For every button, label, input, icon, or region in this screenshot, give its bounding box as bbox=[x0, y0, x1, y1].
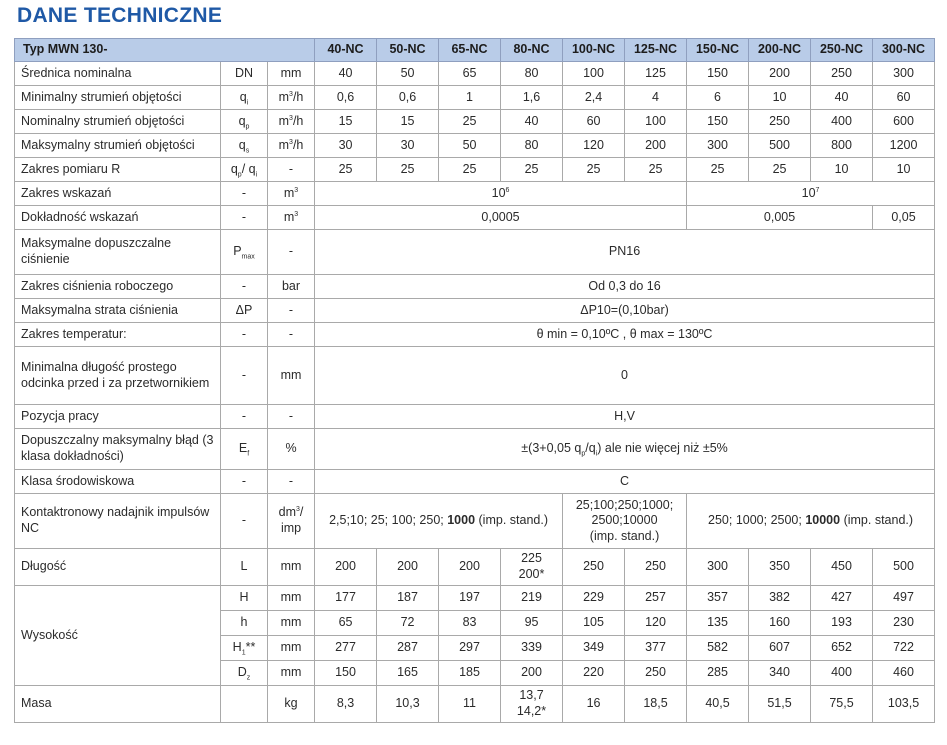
model-header: 300-NC bbox=[873, 39, 935, 62]
row-label: Dopuszczalny maksymalny błąd (3 klasa dokładności) bbox=[15, 429, 221, 470]
row-label: Zakres ciśnienia roboczego bbox=[15, 275, 221, 299]
row-indication-range bbox=[15, 182, 935, 206]
row-environment-class bbox=[15, 470, 935, 494]
cell-value: 230 bbox=[873, 611, 935, 636]
row-label: Średnica nominalna bbox=[15, 62, 221, 86]
cell-value: H,V bbox=[315, 405, 935, 429]
cell-value: 10 bbox=[873, 158, 935, 182]
row-unit: - bbox=[268, 470, 315, 494]
row-symbol: - bbox=[221, 275, 268, 299]
row-unit: mm bbox=[268, 62, 315, 86]
cell-value: 150 bbox=[315, 661, 377, 686]
cell-value: 250 bbox=[563, 549, 625, 586]
row-unit: $m^3/h$ bbox=[268, 86, 315, 110]
row-symbol: ΔP bbox=[221, 299, 268, 323]
cell-value: 15 bbox=[377, 110, 439, 134]
cell-value: C bbox=[315, 470, 935, 494]
cell-value: 30 bbox=[315, 134, 377, 158]
cell-value: 75,5 bbox=[811, 686, 873, 723]
cell-value: 6 bbox=[687, 86, 749, 110]
cell-value: 165 bbox=[377, 661, 439, 686]
cell-value: 300 bbox=[873, 62, 935, 86]
cell-value: 250 bbox=[625, 661, 687, 686]
cell-value: 297 bbox=[439, 636, 501, 661]
cell-value: 25 bbox=[501, 158, 563, 182]
cell-value: 60 bbox=[563, 110, 625, 134]
row-label: Pozycja pracy bbox=[15, 405, 221, 429]
row-symbol: $q_i$ bbox=[221, 86, 268, 110]
row-unit: - bbox=[268, 230, 315, 275]
cell-value: 197 bbox=[439, 586, 501, 611]
cell-value: 11 bbox=[439, 686, 501, 723]
cell-value: 349 bbox=[563, 636, 625, 661]
row-unit: $m^3/h$ bbox=[268, 110, 315, 134]
cell-value: 0,05 bbox=[873, 206, 935, 230]
row-label: Dokładność wskazań bbox=[15, 206, 221, 230]
cell-value: 193 bbox=[811, 611, 873, 636]
cell-value: 8,3 bbox=[315, 686, 377, 723]
row-unit: - bbox=[268, 158, 315, 182]
row-max-pressure bbox=[15, 230, 935, 275]
cell-value: 100 bbox=[563, 62, 625, 86]
cell-value: ±(3+0,05 $q_p/q_i$) ale nie więcej niż ±5% bbox=[315, 429, 935, 470]
cell-value: 460 bbox=[873, 661, 935, 686]
cell-value: 340 bbox=[749, 661, 811, 686]
row-label: Długość bbox=[15, 549, 221, 586]
cell-value: 2,5;10; 25; 100; 250; 1000 (imp. stand.) bbox=[315, 494, 563, 549]
cell-value: 13,7 14,2* bbox=[501, 686, 563, 723]
model-header: 125-NC bbox=[625, 39, 687, 62]
cell-value: 1 bbox=[439, 86, 501, 110]
cell-value: 105 bbox=[563, 611, 625, 636]
row-unit: kg bbox=[268, 686, 315, 723]
cell-value: 2,4 bbox=[563, 86, 625, 110]
cell-value: 103,5 bbox=[873, 686, 935, 723]
row-symbol: $q_p$ bbox=[221, 110, 268, 134]
cell-value: 65 bbox=[315, 611, 377, 636]
model-header: 50-NC bbox=[377, 39, 439, 62]
cell-value: 25 bbox=[315, 158, 377, 182]
cell-value: 0,6 bbox=[315, 86, 377, 110]
row-label: Maksymalny strumień objętości bbox=[15, 134, 221, 158]
cell-value: θ min = 0,10ºC , θ max = 130ºC bbox=[315, 323, 935, 347]
model-header: 150-NC bbox=[687, 39, 749, 62]
row-unit: - bbox=[268, 405, 315, 429]
row-symbol: h bbox=[221, 611, 268, 636]
model-header: 250-NC bbox=[811, 39, 873, 62]
cell-value: 65 bbox=[439, 62, 501, 86]
cell-value: 200 bbox=[439, 549, 501, 586]
row-symbol: - bbox=[221, 470, 268, 494]
cell-value: 40 bbox=[501, 110, 563, 134]
row-label: Maksymalne dopuszczalne ciśnienie bbox=[15, 230, 221, 275]
cell-value: 150 bbox=[687, 62, 749, 86]
cell-value: 277 bbox=[315, 636, 377, 661]
cell-value: 18,5 bbox=[625, 686, 687, 723]
row-unit: mm bbox=[268, 636, 315, 661]
row-symbol: - bbox=[221, 494, 268, 549]
cell-value: 225 200* bbox=[501, 549, 563, 586]
row-max-error bbox=[15, 429, 935, 470]
cell-value: 51,5 bbox=[749, 686, 811, 723]
cell-value: ΔP10=(0,10bar) bbox=[315, 299, 935, 323]
cell-value: 40,5 bbox=[687, 686, 749, 723]
cell-value: 160 bbox=[749, 611, 811, 636]
cell-value: 200 bbox=[501, 661, 563, 686]
cell-value: 25;100;250;1000; 2500;10000 (imp. stand.) bbox=[563, 494, 687, 549]
row-unit: - bbox=[268, 299, 315, 323]
cell-value: 400 bbox=[811, 661, 873, 686]
cell-value: 25 bbox=[563, 158, 625, 182]
row-label: Klasa środowiskowa bbox=[15, 470, 221, 494]
row-symbol: - bbox=[221, 206, 268, 230]
row-label: Zakres pomiaru R bbox=[15, 158, 221, 182]
cell-value: 95 bbox=[501, 611, 563, 636]
cell-value: 177 bbox=[315, 586, 377, 611]
row-unit: mm bbox=[268, 347, 315, 405]
row-symbol: L bbox=[221, 549, 268, 586]
row-label: Zakres temperatur: bbox=[15, 323, 221, 347]
row-label: Minimalny strumień objętości bbox=[15, 86, 221, 110]
type-header: Typ MWN 130- bbox=[15, 39, 315, 62]
cell-value: 30 bbox=[377, 134, 439, 158]
row-symbol bbox=[221, 686, 268, 723]
row-symbol: $E_f$ bbox=[221, 429, 268, 470]
cell-value: 1,6 bbox=[501, 86, 563, 110]
cell-value: 800 bbox=[811, 134, 873, 158]
cell-value: 200 bbox=[625, 134, 687, 158]
cell-value: 1200 bbox=[873, 134, 935, 158]
cell-value: 0 bbox=[315, 347, 935, 405]
cell-value: 83 bbox=[439, 611, 501, 636]
row-unit: mm bbox=[268, 586, 315, 611]
row-label: Masa bbox=[15, 686, 221, 723]
row-symbol: $q_p/$ $q_i$ bbox=[221, 158, 268, 182]
cell-value: PN16 bbox=[315, 230, 935, 275]
cell-value: 50 bbox=[439, 134, 501, 158]
cell-value: 250 bbox=[811, 62, 873, 86]
cell-value: 652 bbox=[811, 636, 873, 661]
cell-value: 220 bbox=[563, 661, 625, 686]
cell-value: 200 bbox=[377, 549, 439, 586]
cell-value: 60 bbox=[873, 86, 935, 110]
cell-value: $10^7$ bbox=[687, 182, 935, 206]
cell-value: 10,3 bbox=[377, 686, 439, 723]
cell-value: 722 bbox=[873, 636, 935, 661]
cell-value: 500 bbox=[749, 134, 811, 158]
row-nominal-diameter bbox=[15, 62, 935, 86]
row-label: Minimalna długość prostego odcinka przed i za przetwornikiem bbox=[15, 347, 221, 405]
cell-value: 382 bbox=[749, 586, 811, 611]
cell-value: 600 bbox=[873, 110, 935, 134]
cell-value: 287 bbox=[377, 636, 439, 661]
row-unit: $m^3$ bbox=[268, 182, 315, 206]
cell-value: 15 bbox=[315, 110, 377, 134]
cell-value: 285 bbox=[687, 661, 749, 686]
header-row bbox=[15, 39, 935, 62]
cell-value: 125 bbox=[625, 62, 687, 86]
cell-value: 25 bbox=[377, 158, 439, 182]
row-unit: % bbox=[268, 429, 315, 470]
cell-value: 80 bbox=[501, 62, 563, 86]
row-label: Maksymalna strata ciśnienia bbox=[15, 299, 221, 323]
row-unit: - bbox=[268, 323, 315, 347]
cell-value: 187 bbox=[377, 586, 439, 611]
cell-value: 582 bbox=[687, 636, 749, 661]
row-nominal-flow bbox=[15, 110, 935, 134]
cell-value: 40 bbox=[811, 86, 873, 110]
cell-value: 10 bbox=[749, 86, 811, 110]
cell-value: 377 bbox=[625, 636, 687, 661]
row-unit: mm bbox=[268, 549, 315, 586]
row-max-flow bbox=[15, 134, 935, 158]
cell-value: 0,6 bbox=[377, 86, 439, 110]
cell-value: 10 bbox=[811, 158, 873, 182]
row-min-straight-length bbox=[15, 347, 935, 405]
cell-value: 25 bbox=[687, 158, 749, 182]
cell-value: 0,0005 bbox=[315, 206, 687, 230]
row-symbol: H bbox=[221, 586, 268, 611]
cell-value: 300 bbox=[687, 549, 749, 586]
row-unit: bar bbox=[268, 275, 315, 299]
row-temperature-range bbox=[15, 323, 935, 347]
row-mass bbox=[15, 686, 935, 723]
cell-value: 40 bbox=[315, 62, 377, 86]
row-symbol: $D_z$ bbox=[221, 661, 268, 686]
cell-value: 357 bbox=[687, 586, 749, 611]
cell-value: 200 bbox=[315, 549, 377, 586]
cell-value: 229 bbox=[563, 586, 625, 611]
page-title: DANE TECHNICZNE bbox=[17, 4, 223, 27]
cell-value: 25 bbox=[749, 158, 811, 182]
row-working-pressure bbox=[15, 275, 935, 299]
row-height-H bbox=[15, 586, 935, 611]
cell-value: 257 bbox=[625, 586, 687, 611]
row-indication-accuracy bbox=[15, 206, 935, 230]
cell-value: 300 bbox=[687, 134, 749, 158]
cell-value: 450 bbox=[811, 549, 873, 586]
row-label: Zakres wskazań bbox=[15, 182, 221, 206]
cell-value: 50 bbox=[377, 62, 439, 86]
cell-value: 250; 1000; 2500; 10000 (imp. stand.) bbox=[687, 494, 935, 549]
row-pressure-loss bbox=[15, 299, 935, 323]
cell-value: 400 bbox=[811, 110, 873, 134]
cell-value: 25 bbox=[439, 158, 501, 182]
cell-value: 120 bbox=[563, 134, 625, 158]
row-label: Kontaktronowy nadajnik impulsów NC bbox=[15, 494, 221, 549]
row-symbol: - bbox=[221, 182, 268, 206]
cell-value: 500 bbox=[873, 549, 935, 586]
cell-value: 200 bbox=[749, 62, 811, 86]
row-symbol: DN bbox=[221, 62, 268, 86]
cell-value: 350 bbox=[749, 549, 811, 586]
cell-value: 607 bbox=[749, 636, 811, 661]
row-symbol: $H_1**$ bbox=[221, 636, 268, 661]
cell-value: 25 bbox=[439, 110, 501, 134]
cell-value: 4 bbox=[625, 86, 687, 110]
row-unit: $dm^3/$ imp bbox=[268, 494, 315, 549]
cell-value: 135 bbox=[687, 611, 749, 636]
model-header: 65-NC bbox=[439, 39, 501, 62]
cell-value: $10^6$ bbox=[315, 182, 687, 206]
row-length bbox=[15, 549, 935, 586]
cell-value: 427 bbox=[811, 586, 873, 611]
cell-value: Od 0,3 do 16 bbox=[315, 275, 935, 299]
row-symbol: $P_{max}$ bbox=[221, 230, 268, 275]
cell-value: 339 bbox=[501, 636, 563, 661]
cell-value: 219 bbox=[501, 586, 563, 611]
cell-value: 497 bbox=[873, 586, 935, 611]
model-header: 40-NC bbox=[315, 39, 377, 62]
technical-data-table bbox=[14, 38, 935, 723]
cell-value: 100 bbox=[625, 110, 687, 134]
row-unit: $m^3/h$ bbox=[268, 134, 315, 158]
cell-value: 80 bbox=[501, 134, 563, 158]
row-unit: mm bbox=[268, 611, 315, 636]
row-unit: $m^3$ bbox=[268, 206, 315, 230]
row-symbol: - bbox=[221, 347, 268, 405]
row-symbol: $q_s$ bbox=[221, 134, 268, 158]
model-header: 80-NC bbox=[501, 39, 563, 62]
row-min-flow bbox=[15, 86, 935, 110]
row-symbol: - bbox=[221, 323, 268, 347]
row-symbol: - bbox=[221, 405, 268, 429]
cell-value: 16 bbox=[563, 686, 625, 723]
model-header: 200-NC bbox=[749, 39, 811, 62]
cell-value: 72 bbox=[377, 611, 439, 636]
cell-value: 250 bbox=[625, 549, 687, 586]
cell-value: 185 bbox=[439, 661, 501, 686]
cell-value: 120 bbox=[625, 611, 687, 636]
row-label: Nominalny strumień objętości bbox=[15, 110, 221, 134]
cell-value: 0,005 bbox=[687, 206, 873, 230]
row-pulse-transmitter bbox=[15, 494, 935, 549]
row-working-position bbox=[15, 405, 935, 429]
row-unit: mm bbox=[268, 661, 315, 686]
cell-value: 150 bbox=[687, 110, 749, 134]
cell-value: 250 bbox=[749, 110, 811, 134]
model-header: 100-NC bbox=[563, 39, 625, 62]
cell-value: 25 bbox=[625, 158, 687, 182]
row-label: Wysokość bbox=[15, 586, 221, 686]
row-measuring-range bbox=[15, 158, 935, 182]
